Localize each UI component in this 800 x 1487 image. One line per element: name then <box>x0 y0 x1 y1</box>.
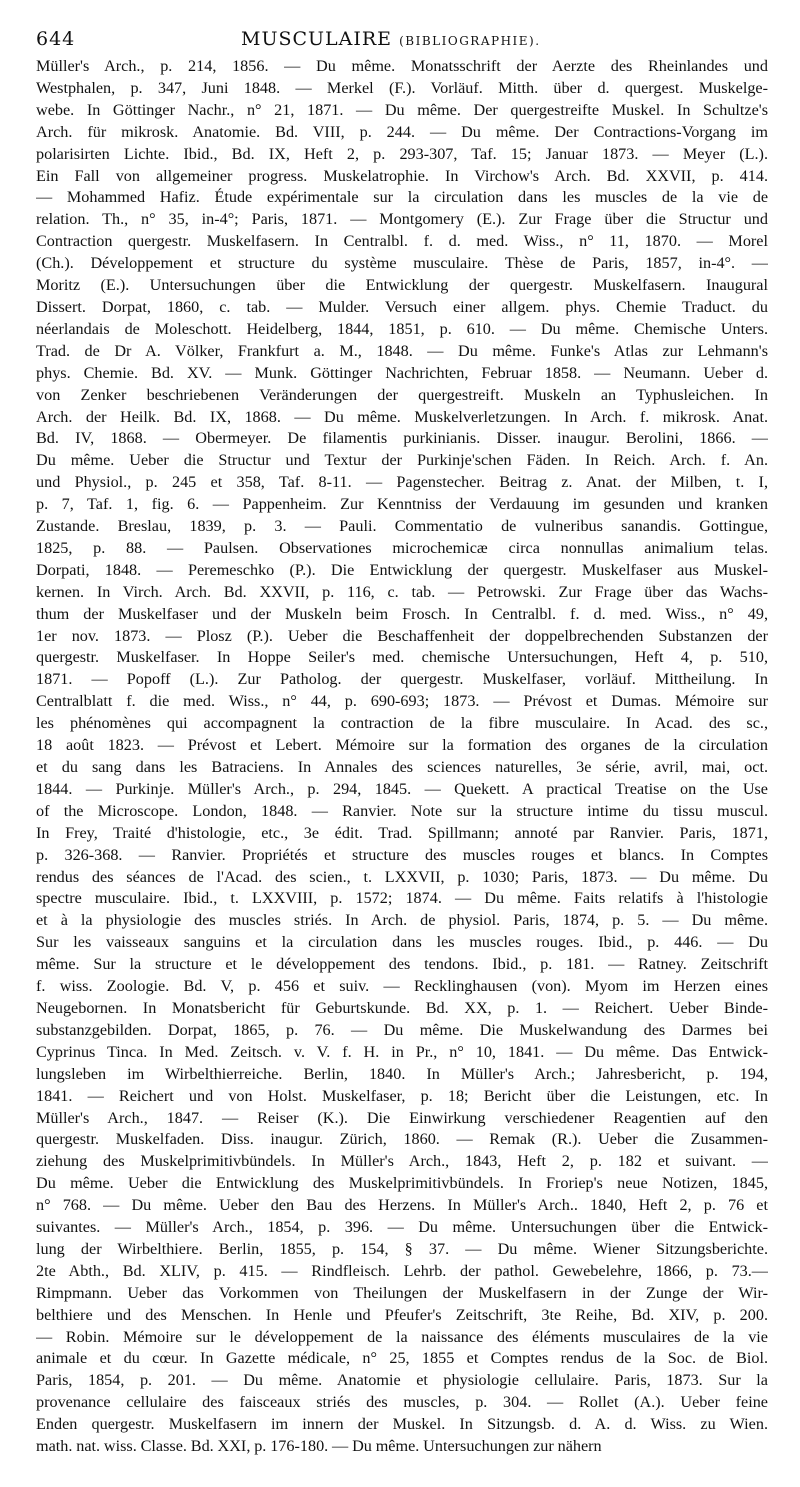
bibliography-line: néerlandais de Moleschott. Heidelberg, 1844, 1851, p. 610. — Du même. Chemische Unters. <box>36 319 768 338</box>
bibliography-line: Zustande. Breslau, 1839, p. 3. — Pauli. Commentatio de vulneribus sanandis. Gottingue, <box>36 517 768 536</box>
bibliography-line: Moritz (E.). Untersuchungen über die Entwicklung der quergestr. Muskelfasern. Inaugural <box>36 276 768 295</box>
running-head <box>241 28 541 50</box>
bibliography-line: Enden quergestr. Muskelfasern im innern der Muskel. In Sitzungsb. d. A. d. Wiss. zu Wien. <box>36 1415 768 1434</box>
bibliography-line: lung der Wirbelthiere. Berlin, 1855, p. 154, § 37. — Du même. Wiener Sitzungsberichte. <box>36 1239 768 1258</box>
bibliography-line: Müller's Arch., 1847. — Reiser (K.). Die Einwirkung verschiedener Reagentien auf den <box>36 1108 768 1127</box>
bibliography-line: Cyprinus Tinca. In Med. Zeitsch. v. V. f. H. in Pr., n° 10, 1841. — Du même. Das Entwick- <box>36 1042 768 1061</box>
bibliography-line: — Robin. Mémoire sur le développement de la naissance des éléments musculaires de la vie <box>36 1327 768 1346</box>
bibliography-line: f. wiss. Zoologie. Bd. V, p. 456 et suiv. — Recklinghausen (von). Myom im Herzen eines <box>36 977 768 996</box>
bibliography-line: Rimpmann. Ueber das Vorkommen von Theilungen der Muskelfasern in der Zunge der Wir- <box>36 1283 768 1302</box>
bibliography-line: webe. In Göttinger Nachr., n° 21, 1871. — Du même. Der quergestreifte Muskel. In Schultze's <box>36 100 768 119</box>
bibliography-line: (Ch.). Développement et structure du système musculaire. Thèse de Paris, 1857, in-4°. — <box>36 254 768 273</box>
bibliography-line: les phénomènes qui accompagnent la contraction de la fibre musculaire. In Acad. des sc., <box>36 714 768 733</box>
bibliography-line: Arch. für mikrosk. Anatomie. Bd. VIII, p. 244. — Du même. Der Contractions-Vorgang im <box>36 122 768 141</box>
bibliography-line: Dissert. Dorpat, 1860, c. tab. — Mulder. Versuch einer allgem. phys. Chemie Traduct. du <box>36 297 768 316</box>
bibliography-line: quergestr. Muskelfaser. In Hoppe Seiler's med. chemische Untersuchungen, Heft 4, p. 510, <box>36 648 768 667</box>
bibliography-line: phys. Chemie. Bd. XV. — Munk. Göttinger Nachrichten, Februar 1858. — Neumann. Ueber d. <box>36 363 768 382</box>
bibliography-line: et à la physiologie des muscles striés. In Arch. de physiol. Paris, 1874, p. 5. — Du même. <box>36 911 768 930</box>
bibliography-line: Centralblatt f. die med. Wiss., n° 44, p. 690-693; 1873. — Prévost et Dumas. Mémoire sur <box>36 692 768 711</box>
bibliography-text <box>36 56 768 1458</box>
bibliography-line: of the Microscope. London, 1848. — Ranvier. Note sur la structure intime du tissu muscul. <box>36 801 768 820</box>
bibliography-line: relation. Th., n° 35, in-4°; Paris, 1871. — Montgomery (E.). Zur Frage über die Structur und <box>36 210 768 229</box>
bibliography-line: provenance cellulaire des faisceaux striés des muscles, p. 304. — Rollet (A.). Ueber feine <box>36 1393 768 1412</box>
bibliography-line: math. nat. wiss. Classe. Bd. XXI, p. 176-180. — Du même. Untersuchungen zur nähern <box>36 1437 602 1456</box>
bibliography-line: Du même. Ueber die Entwicklung des Muskelprimitivbündels. In Froriep's neue Notizen, 1845, <box>36 1174 768 1193</box>
bibliography-line: spectre musculaire. Ibid., t. LXXVIII, p. 1572; 1874. — Du même. Faits relatifs à l'histologie <box>36 889 768 908</box>
bibliography-line: Müller's Arch., p. 214, 1856. — Du même. Monatsschrift der Aerzte des Rheinlandes und <box>36 57 768 75</box>
bibliography-line: 1871. — Popoff (L.). Zur Patholog. der quergestr. Muskelfaser, vorläuf. Mittheilung. In <box>36 670 768 689</box>
bibliography-line: Du même. Ueber die Structur und Textur der Purkinje'schen Fäden. In Reich. Arch. f. An. <box>36 451 768 470</box>
running-head-subtitle: (BIBLIOGRAPHIE). <box>399 34 541 48</box>
bibliography-line: substanzgebilden. Dorpat, 1865, p. 76. — Du même. Die Muskelwandung des Darmes bei <box>36 1020 768 1039</box>
bibliography-line: polarisirten Lichte. Ibid., Bd. IX, Heft 2, p. 293-307, Taf. 15; Januar 1873. — Meyer (L.). <box>36 144 768 163</box>
bibliography-line: et du sang dans les Batraciens. In Annales des sciences naturelles, 3e série, avril, mai, oct. <box>36 758 768 776</box>
document-page <box>36 22 768 1458</box>
bibliography-line: 1825, p. 88. — Paulsen. Observationes microchemicæ circa nonnullas animalium telas. <box>36 538 768 557</box>
bibliography-line: 1er nov. 1873. — Plosz (P.). Ueber die Beschaffenheit der doppelbrechenden Substanzen der <box>36 626 768 645</box>
bibliography-line: Sur les vaisseaux sanguins et la circulation dans les muscles rouges. Ibid., p. 446. — Du <box>36 933 768 952</box>
bibliography-line: 18 août 1823. — Prévost et Lebert. Mémoire sur la formation des organes de la circulation <box>36 736 768 755</box>
page-header <box>36 22 768 56</box>
running-head-title: MUSCULAIRE <box>241 28 393 50</box>
bibliography-line: und Physiol., p. 245 et 358, Taf. 8-11. — Pagenstecher. Beitrag z. Anat. der Milben, t. I, <box>36 473 768 492</box>
bibliography-line: 1841. — Reichert und von Holst. Muskelfaser, p. 18; Bericht über die Leistungen, etc. In <box>36 1086 768 1105</box>
page-number: 644 <box>36 28 76 50</box>
bibliography-line: lungsleben im Wirbelthierreiche. Berlin, 1840. In Müller's Arch.; Jahresbericht, p. 194, <box>36 1064 768 1083</box>
bibliography-line: p. 7, Taf. 1, fig. 6. — Pappenheim. Zur Kenntniss der Verdauung im gesunden und kranken <box>36 495 768 514</box>
bibliography-line: 1844. — Purkinje. Müller's Arch., p. 294, 1845. — Quekett. A practical Treatise on the Use <box>36 779 768 798</box>
bibliography-line: Paris, 1854, p. 201. — Du même. Anatomie et physiologie cellulaire. Paris, 1873. Sur la <box>36 1371 768 1390</box>
bibliography-line: In Frey, Traité d'histologie, etc., 3e édit. Trad. Spillmann; annoté par Ranvier. Paris, 1871, <box>36 823 768 842</box>
bibliography-line: ziehung des Muskelprimitivbündels. In Müller's Arch., 1843, Heft 2, p. 182 et suivant. — <box>36 1152 768 1171</box>
bibliography-line: Trad. de Dr A. Völker, Frankfurt a. M., 1848. — Du même. Funke's Atlas zur Lehmann's <box>36 341 768 360</box>
bibliography-line: quergestr. Muskelfaden. Diss. inaugur. Zürich, 1860. — Remak (R.). Ueber die Zusammen- <box>36 1130 768 1149</box>
bibliography-line: n° 768. — Du même. Ueber den Bau des Herzens. In Müller's Arch.. 1840, Heft 2, p. 76 et <box>36 1196 768 1215</box>
bibliography-line: 2te Abth., Bd. XLIV, p. 415. — Rindfleisch. Lehrb. der pathol. Gewebelehre, 1866, p. 73.— <box>36 1261 768 1280</box>
bibliography-line: rendus des séances de l'Acad. des scien., t. LXXVII, p. 1030; Paris, 1873. — Du même. Du <box>36 867 768 886</box>
bibliography-line: Arch. der Heilk. Bd. IX, 1868. — Du même. Muskelverletzungen. In Arch. f. mikrosk. Anat. <box>36 407 768 426</box>
bibliography-line: suivantes. — Müller's Arch., 1854, p. 396. — Du même. Untersuchungen über die Entwick- <box>36 1218 768 1237</box>
bibliography-line: kernen. In Virch. Arch. Bd. XXVII, p. 116, c. tab. — Petrowski. Zur Frage über das Wachs- <box>36 582 768 601</box>
bibliography-line: thum der Muskelfaser und der Muskeln beim Frosch. In Centralbl. f. d. med. Wiss., n° 49, <box>36 604 768 623</box>
bibliography-line: Ein Fall von allgemeiner progress. Muskelatrophie. In Virchow's Arch. Bd. XXVII, p. 414. <box>36 166 768 185</box>
bibliography-line: Westphalen, p. 347, Juni 1848. — Merkel (F.). Vorläuf. Mitth. über d. quergest. Muskelge- <box>36 78 768 97</box>
bibliography-line: Neugebornen. In Monatsbericht für Geburtskunde. Bd. XX, p. 1. — Reichert. Ueber Binde- <box>36 998 768 1017</box>
bibliography-line: Dorpati, 1848. — Peremeschko (P.). Die Entwicklung der quergestr. Muskelfaser aus Muskel- <box>36 560 768 579</box>
bibliography-line: animale et du cœur. In Gazette médicale, n° 25, 1855 et Comptes rendus de la Soc. de Biol. <box>36 1349 768 1368</box>
bibliography-line: Contraction quergestr. Muskelfasern. In Centralbl. f. d. med. Wiss., n° 11, 1870. — Morel <box>36 232 768 251</box>
bibliography-line: — Mohammed Hafiz. Étude expérimentale sur la circulation dans les muscles de la vie de <box>36 188 768 207</box>
bibliography-line: Bd. IV, 1868. — Obermeyer. De filamentis purkinianis. Disser. inaugur. Berolini, 1866. — <box>36 429 768 448</box>
bibliography-line: même. Sur la structure et le développement des tendons. Ibid., p. 181. — Ratney. Zeitschrift <box>36 955 768 974</box>
bibliography-line: p. 326-368. — Ranvier. Propriétés et structure des muscles rouges et blancs. In Comptes <box>36 845 768 864</box>
bibliography-line: belthiere und des Menschen. In Henle und Pfeufer's Zeitschrift, 3te Reihe, Bd. XIV, p. 200. <box>36 1305 768 1324</box>
bibliography-line: von Zenker beschriebenen Veränderungen der quergestreift. Muskeln an Typhusleichen. In <box>36 385 768 404</box>
